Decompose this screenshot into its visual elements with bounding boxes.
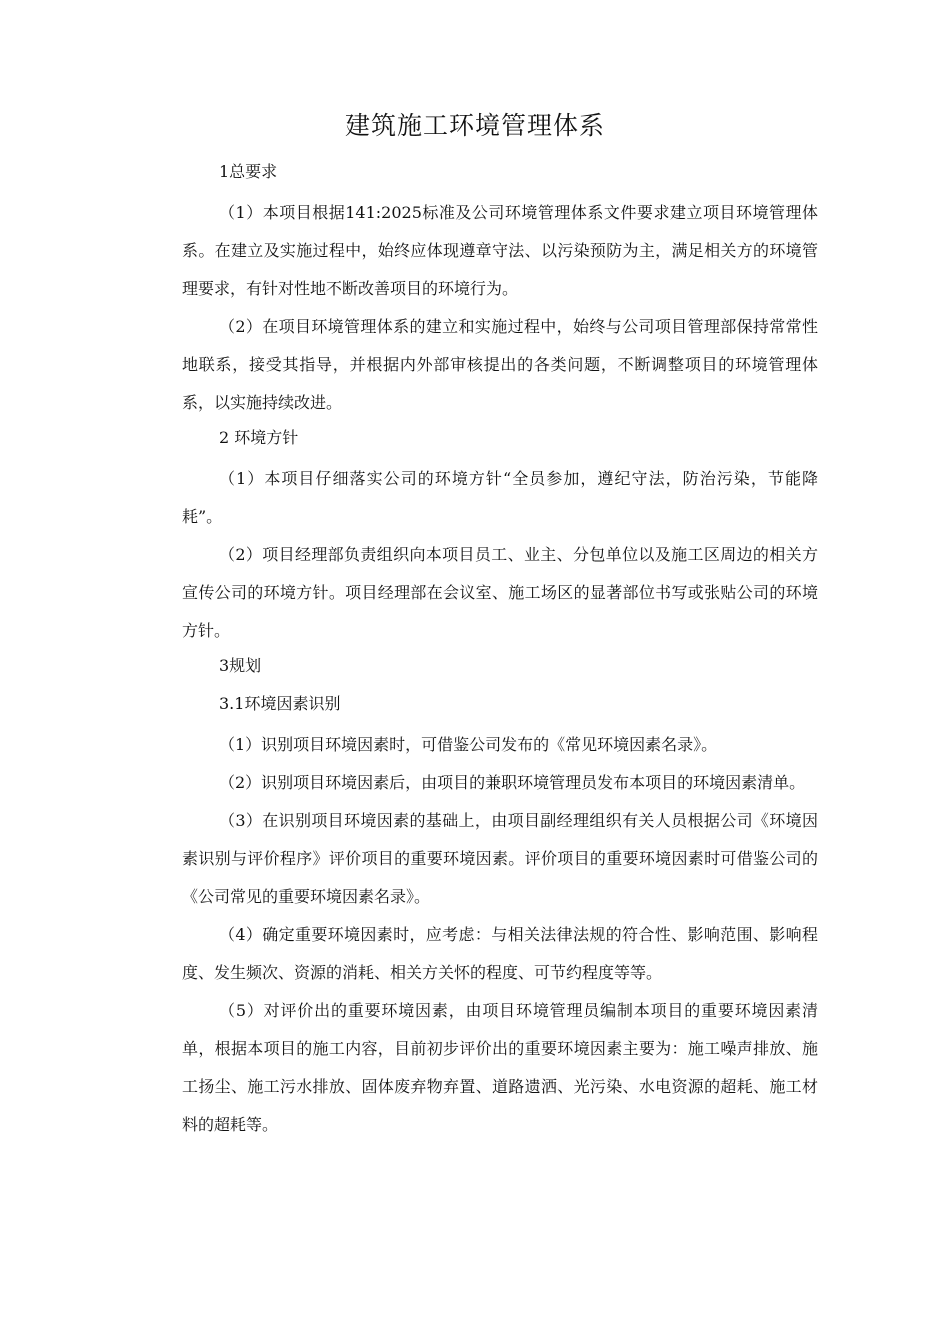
document-title: 建筑施工环境管理体系: [344, 111, 605, 140]
paragraph: （5）对评价出的重要环境因素，由项目环境管理员编制本项目的重要环境因素清单，根据本项目的施工内容，目前初步评价出的重要环境因素主要为：施工噪声排放、施工扬尘、施工污水排放、固体废弃物弃置、道路遗洒、光污染、水电资源的超耗、施工材料的超耗等。: [182, 1001, 818, 1134]
section-heading-planning: 3规划: [219, 656, 262, 675]
paragraph: （1）本项目根据141:2025标准及公司环境管理体系文件要求建立项目环境管理体系。在建立及实施过程中，始终应体现遵章守法、以污染预防为主，满足相关方的环境管理要求，有针对性地不断改善项目的环境行为。: [182, 203, 818, 298]
section-heading-general-requirements: 1总要求: [219, 162, 278, 181]
document-body: [182, 156, 818, 1144]
section-heading-environmental-policy: 2 环境方针: [219, 428, 299, 447]
paragraph: （4）确定重要环境因素时，应考虑：与相关法律法规的符合性、影响范围、影响程度、发生频次、资源的消耗、相关方关怀的程度、可节约程度等等。: [182, 925, 818, 982]
paragraph: （1）识别项目环境因素时，可借鉴公司发布的《常见环境因素名录》。: [219, 735, 718, 754]
paragraph: （2）在项目环境管理体系的建立和实施过程中，始终与公司项目管理部保持常常性地联系，接受其指导，并根据内外部审核提出的各类问题，不断调整项目的环境管理体系，以实施持续改进。: [182, 317, 818, 412]
subsection-heading-factor-identification: 3.1环境因素识别: [219, 694, 341, 713]
paragraph: （2）项目经理部负责组织向本项目员工、业主、分包单位以及施工区周边的相关方宣传公司的环境方针。项目经理部在会议室、施工场区的显著部位书写或张贴公司的环境方针。: [182, 545, 818, 640]
paragraph: （1）本项目仔细落实公司的环境方针“全员参加，遵纪守法，防治污染，节能降耗”。: [182, 469, 818, 526]
paragraph: （3）在识别项目环境因素的基础上，由项目副经理组织有关人员根据公司《环境因素识别与评价程序》评价项目的重要环境因素。评价项目的重要环境因素时可借鉴公司的《公司常见的重要环境因素名录》。: [182, 811, 818, 906]
paragraph: （2）识别项目环境因素后，由项目的兼职环境管理员发布本项目的环境因素清单。: [219, 773, 806, 792]
